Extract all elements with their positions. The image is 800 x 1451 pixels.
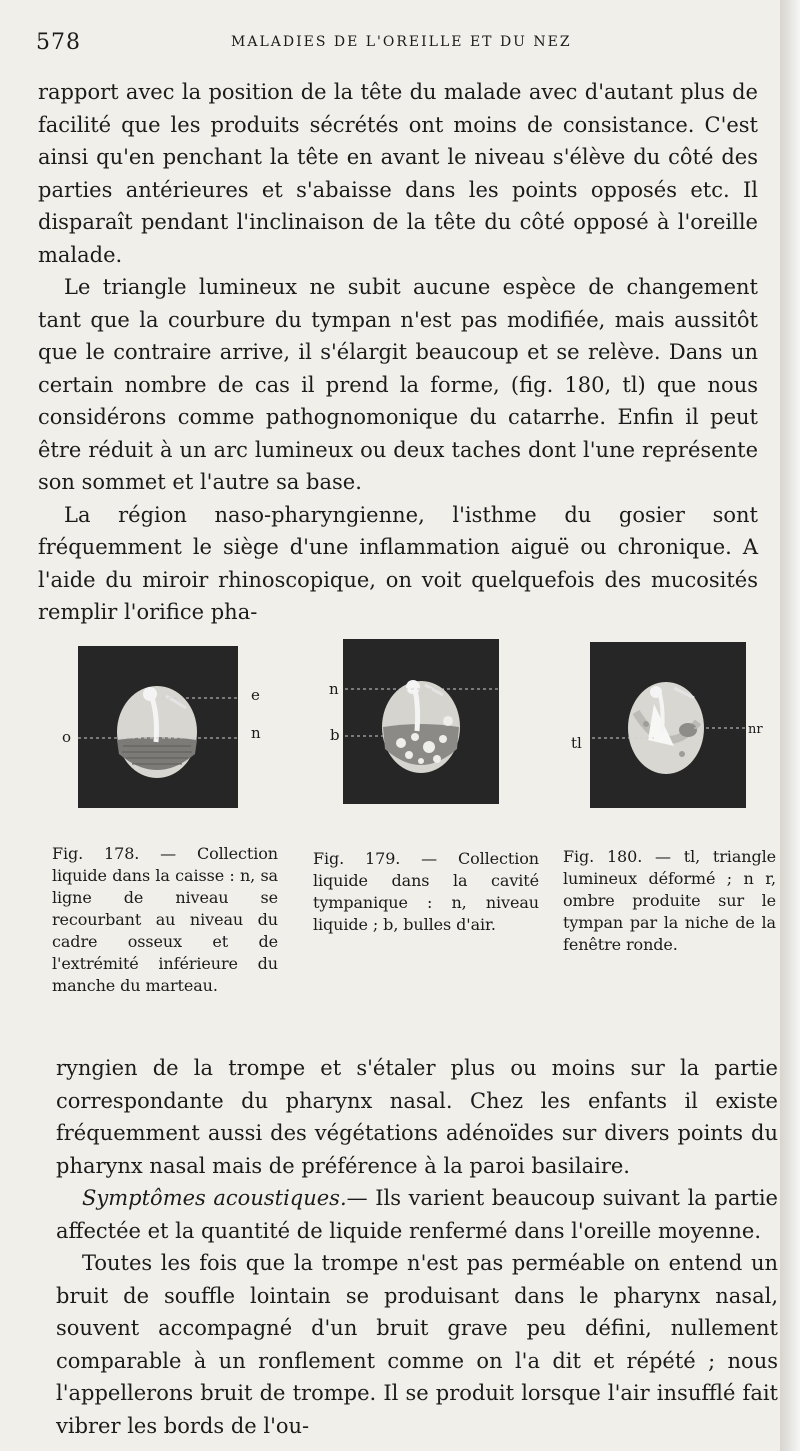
figure-180-image bbox=[590, 642, 746, 808]
figure-180-caption: Fig. 180. — tl, triangle lumineux déformé ; n r, ombre produite sur le tympan par la niche de la fenêtre ronde. bbox=[563, 847, 776, 954]
section-heading: Symptômes acoustiques. bbox=[82, 1186, 347, 1210]
figure-178-caption: Fig. 178. — Collection liquide dans la caisse : n, sa ligne de niveau se recourbant au niveau du cadre osseux et de l'extrémité inférieure du manche du marteau. bbox=[52, 844, 278, 995]
bottom-text-block bbox=[56, 1052, 778, 1442]
paragraph bbox=[56, 1182, 778, 1247]
figure-178-image bbox=[78, 646, 238, 808]
page-number: 578 bbox=[36, 30, 81, 55]
figure-179-caption: Fig. 179. — Collection liquide dans la cavité tympanique : n, niveau liquide ; b, bulles d'air. bbox=[313, 849, 539, 934]
paragraph: rapport avec la position de la tête du malade avec d'autant plus de facilité que les produits sécrétés ont moins de consistance. C'est ainsi qu'en penchant la tête en avant le niveau s'élève du côté des parties antérieures et s'abaisse dans les points opposés etc. Il disparaît pendant l'inclinaison de la tête du côté opposé à l'oreille malade. bbox=[38, 80, 758, 267]
paragraph: La région naso-pharyngienne, l'isthme du gosier sont fréquemment le siège d'une inflammation aiguë ou chronique. A l'aide du miroir rhinoscopique, on voit quelquefois des mucosités remplir l'orifice pha- bbox=[38, 502, 758, 624]
paragraph: Toutes les fois que la trompe n'est pas perméable on entend un bruit de souffle lointain se produisant dans le pharynx nasal, souvent accompagné d'un bruit grave peu défini, nullement comparable à un ronflement comme on l'a dit et répété ; nous l'appellerons bruit de trompe. Il se produit lorsque l'air insufflé fait vibrer les bords de l'ou- bbox=[56, 1251, 778, 1438]
figure-180-label-tl: tl bbox=[571, 734, 582, 752]
figure-179-label-n: n bbox=[329, 680, 339, 698]
figure-178-label-e: e bbox=[251, 686, 260, 704]
section-body: — Ils varient beaucoup suivant la partie affectée et la quantité de liquide renfermé dans l'oreille moyenne. bbox=[56, 1186, 778, 1243]
top-text-block bbox=[38, 76, 758, 629]
running-title: MALADIES DE L'OREILLE ET DU NEZ bbox=[231, 34, 572, 50]
figure-178-label-n: n bbox=[251, 724, 261, 742]
figure-178-label-o: o bbox=[62, 728, 72, 746]
page-header bbox=[36, 30, 740, 60]
figure-179-image bbox=[343, 639, 499, 804]
paragraph: Le triangle lumineux ne subit aucune espèce de changement tant que la courbure du tympan n'est pas modifiée, mais aussitôt que le contraire arrive, il s'élargit beaucoup et se relève. Dans un certain nombre de cas il prend la forme, (fig. 180, tl) que nous considérons comme pathognomonique du catarrhe. Enfin il peut être réduit à un arc lumineux ou deux taches dont l'une représente son sommet et l'autre sa base. bbox=[38, 275, 758, 494]
page-edge-shadow bbox=[780, 0, 800, 1451]
paragraph: ryngien de la trompe et s'étaler plus ou moins sur la partie correspondante du pharynx nasal. Chez les enfants il existe fréquemment aussi des végétations adénoïdes sur divers points du pharynx nasal mais de préférence à la paroi basilaire. bbox=[56, 1056, 778, 1178]
figure-180-label-nr: nr bbox=[748, 722, 763, 737]
figure-179-label-b: b bbox=[330, 726, 340, 744]
